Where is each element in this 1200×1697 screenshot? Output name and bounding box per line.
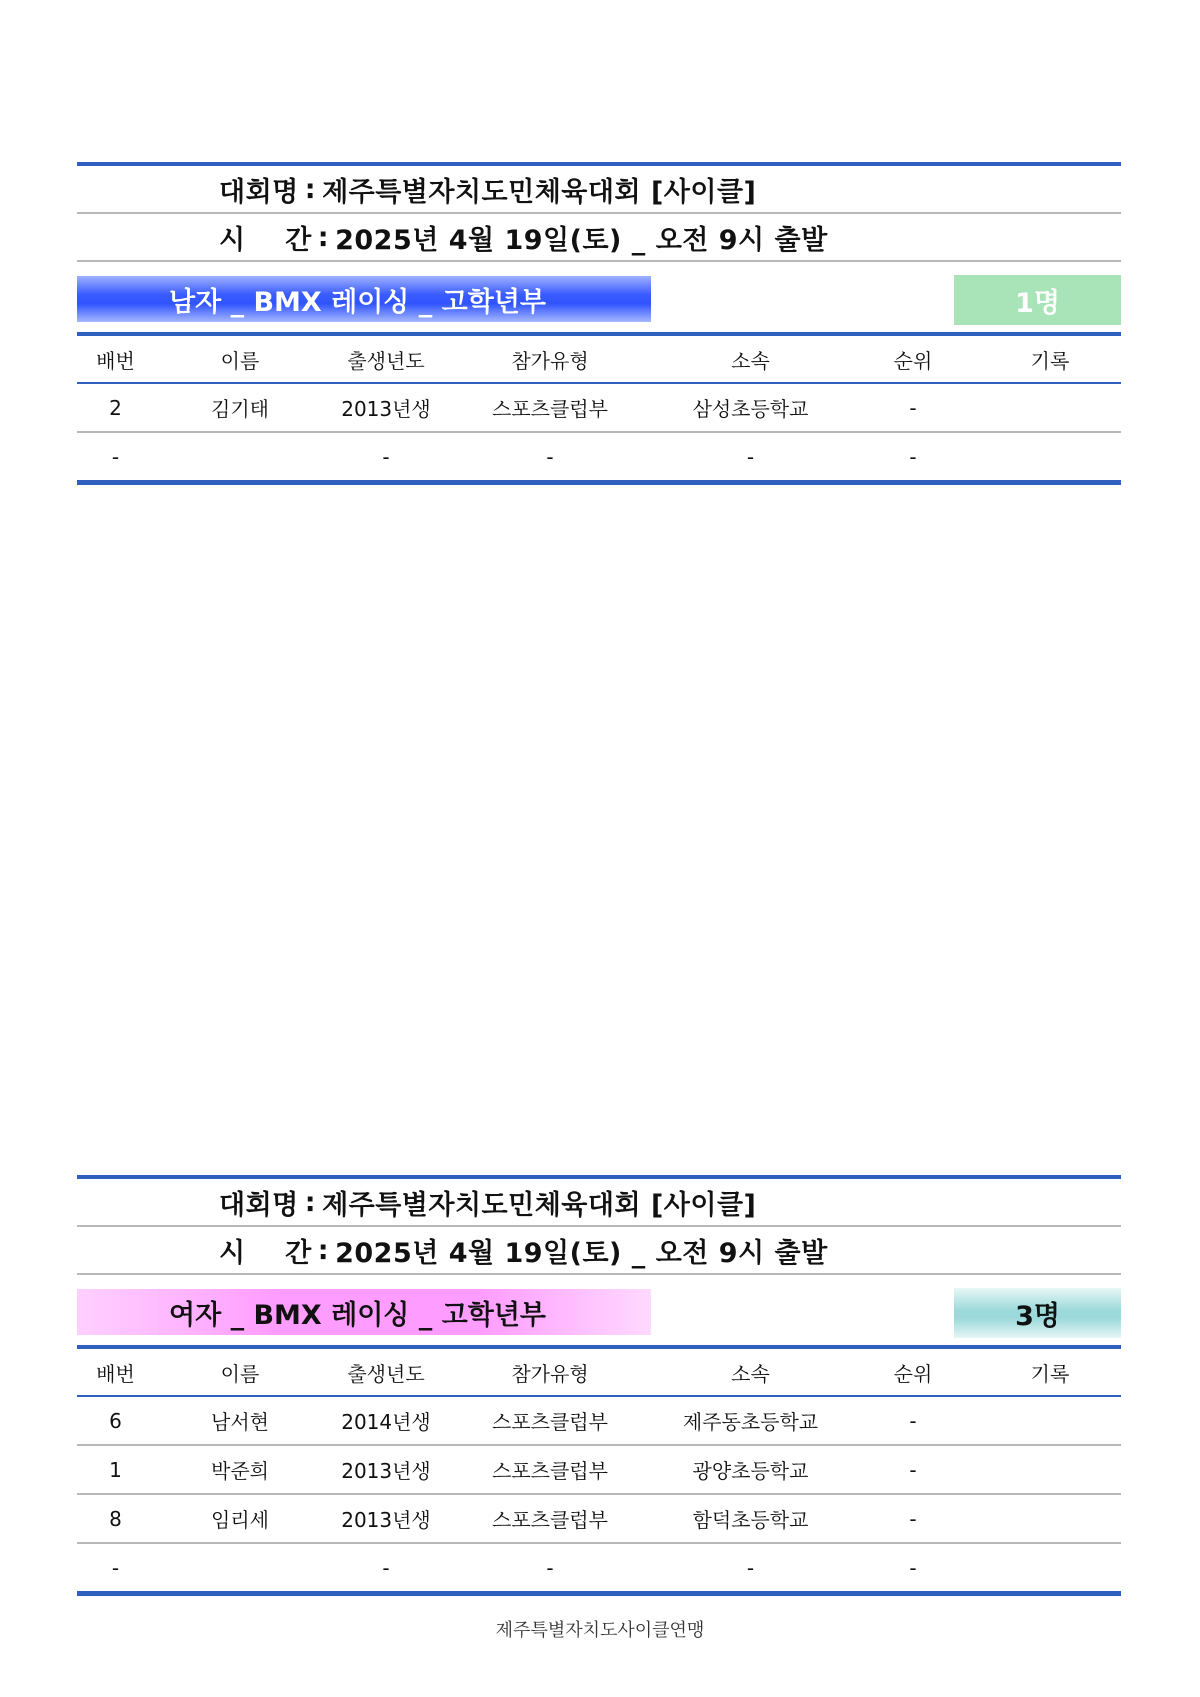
category-title: 남자 _ BMX 레이싱 _ 고학년부 <box>77 276 651 322</box>
cell-rank: - <box>909 1408 917 1433</box>
cell-bib: 6 <box>109 1408 122 1433</box>
cell-record <box>979 1494 1121 1543</box>
cell-entry-type: 스포츠클럽부 <box>492 1508 608 1532</box>
cell-affiliation: 제주동초등학교 <box>682 1410 819 1434</box>
participant-count: 3명 <box>954 1288 1121 1338</box>
cell-affiliation: - <box>746 1555 755 1580</box>
table-row <box>77 1445 1121 1494</box>
cell-rank: - <box>909 1506 917 1531</box>
cell-bib: 8 <box>109 1506 122 1531</box>
col-name: 이름 <box>220 1361 260 1386</box>
cell-record <box>979 432 1121 483</box>
colon: : <box>317 221 330 253</box>
col-affiliation: 소속 <box>731 1361 770 1386</box>
entry-table <box>77 1345 1121 1596</box>
cell-rank: - <box>909 395 917 420</box>
cell-record <box>979 383 1121 432</box>
cell-birth-year: 2014년생 <box>341 1410 431 1434</box>
male-section <box>77 162 1121 485</box>
entry-table <box>77 332 1121 485</box>
category-band <box>77 270 1121 332</box>
cell-rank: - <box>909 1555 917 1580</box>
meet-name-label: 대회명 <box>219 176 299 208</box>
col-entry-type: 참가유형 <box>511 1361 589 1386</box>
cell-rank: - <box>909 444 917 469</box>
col-rank: 순위 <box>893 1361 933 1386</box>
table-header-row <box>77 1347 1121 1396</box>
meet-name-value: 제주특별자치도민체육대회 [사이클] <box>322 1189 757 1221</box>
cell-affiliation: - <box>746 444 755 469</box>
col-rank: 순위 <box>893 348 933 373</box>
table-header-row <box>77 334 1121 383</box>
time-value: 2025년 4월 19일(토) _ 오전 9시 출발 <box>335 224 828 256</box>
cell-record <box>979 1396 1121 1445</box>
cell-affiliation: 함덕초등학교 <box>692 1508 809 1532</box>
time-label: 시 간 <box>219 224 312 256</box>
cell-rank: - <box>909 1457 917 1482</box>
cell-birth-year: - <box>382 444 390 469</box>
colon: : <box>304 1186 317 1218</box>
cell-name: 김기태 <box>211 397 269 421</box>
table-row <box>77 1396 1121 1445</box>
cell-name <box>154 1543 326 1594</box>
colon: : <box>304 173 317 205</box>
time-row <box>77 1227 1121 1275</box>
table-row <box>77 1543 1121 1594</box>
col-record: 기록 <box>1030 1361 1070 1386</box>
cell-bib: 1 <box>109 1457 122 1482</box>
col-birth-year: 출생년도 <box>347 348 425 373</box>
participant-count: 1명 <box>954 275 1121 325</box>
cell-entry-type: 스포츠클럽부 <box>492 1459 608 1483</box>
cell-entry-type: 스포츠클럽부 <box>492 1410 608 1434</box>
cell-record <box>979 1543 1121 1594</box>
cell-name: 남서현 <box>211 1410 269 1434</box>
cell-name: 임리세 <box>211 1508 269 1532</box>
cell-record <box>979 1445 1121 1494</box>
cell-birth-year: 2013년생 <box>341 1508 431 1532</box>
table-row <box>77 432 1121 483</box>
footer-organization: 제주특별자치도사이클연맹 <box>495 1620 705 1641</box>
cell-bib: - <box>111 1555 120 1580</box>
cell-name: 박준희 <box>211 1459 269 1483</box>
cell-entry-type: 스포츠클럽부 <box>492 397 608 421</box>
category-band <box>77 1283 1121 1345</box>
table-row <box>77 383 1121 432</box>
meet-name-value: 제주특별자치도민체육대회 [사이클] <box>322 176 757 208</box>
col-bib: 배번 <box>96 1361 135 1386</box>
cell-affiliation: 삼성초등학교 <box>692 397 809 421</box>
col-entry-type: 참가유형 <box>511 348 589 373</box>
meet-name-label: 대회명 <box>219 1189 299 1221</box>
cell-entry-type: - <box>546 444 554 469</box>
cell-bib: - <box>111 444 120 469</box>
time-row <box>77 214 1121 262</box>
cell-birth-year: - <box>382 1555 390 1580</box>
col-birth-year: 출생년도 <box>347 1361 425 1386</box>
meet-name-row <box>77 1179 1121 1227</box>
table-row <box>77 1494 1121 1543</box>
cell-affiliation: 광양초등학교 <box>692 1459 809 1483</box>
colon: : <box>317 1234 330 1266</box>
col-affiliation: 소속 <box>731 348 770 373</box>
cell-birth-year: 2013년생 <box>341 1459 431 1483</box>
col-bib: 배번 <box>96 348 135 373</box>
col-record: 기록 <box>1030 348 1070 373</box>
time-value: 2025년 4월 19일(토) _ 오전 9시 출발 <box>335 1237 828 1269</box>
cell-entry-type: - <box>546 1555 554 1580</box>
meet-name-row <box>77 166 1121 214</box>
category-title: 여자 _ BMX 레이싱 _ 고학년부 <box>77 1289 651 1335</box>
cell-birth-year: 2013년생 <box>341 397 431 421</box>
cell-bib: 2 <box>109 395 122 420</box>
female-section <box>77 1175 1121 1596</box>
cell-name <box>154 432 326 483</box>
time-label: 시 간 <box>219 1237 312 1269</box>
col-name: 이름 <box>220 348 260 373</box>
